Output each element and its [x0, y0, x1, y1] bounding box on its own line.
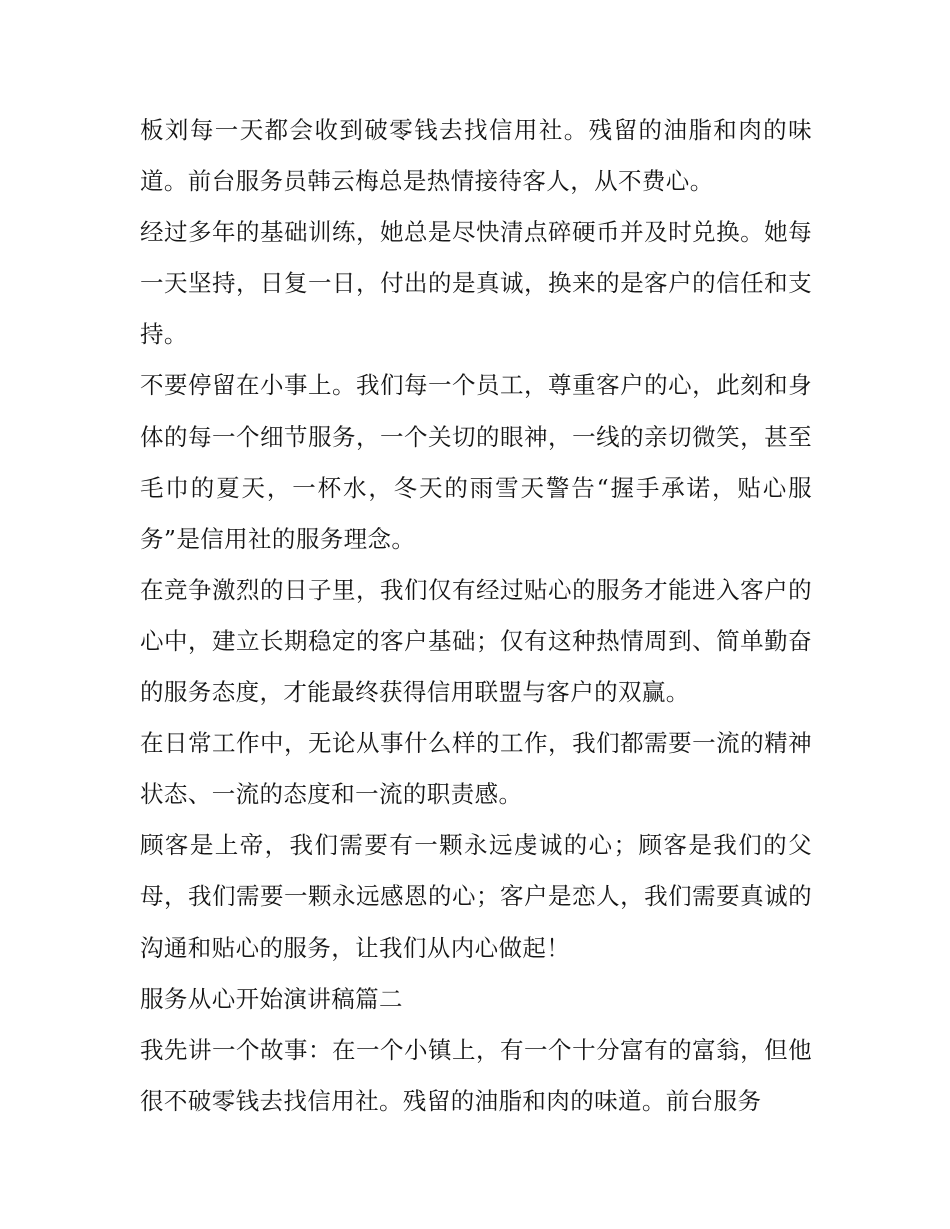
document-page — [140, 105, 812, 1127]
paragraph-2: 经过多年的基础训练，她总是尽快清点碎硬币并及时兑换。她每一天坚持，日复一日，付出的是真诚，换来的是客户的信任和支持。 — [140, 218, 812, 349]
paragraph-7: 我先讲一个故事：在一个小镇上，有一个十分富有的富翁，但他很不破零钱去找信用社。残留的油脂和肉的味道。前台服务 — [140, 1035, 812, 1115]
paragraph-4: 在竞争激烈的日子里，我们仅有经过贴心的服务才能进入客户的心中，建立长期稳定的客户基础；仅有这种热情周到、简单勤奋的服务态度，才能最终获得信用联盟与客户的双赢。 — [140, 575, 812, 707]
section-heading: 服务从心开始演讲稿篇二 — [140, 984, 403, 1013]
paragraph-3: 不要停留在小事上。我们每一个员工，尊重客户的心，此刻和身体的每一个细节服务，一个关切的眼神，一线的亲切微笑，甚至毛巾的夏天，一杯水，冬天的雨雪天警告“握手承诺，贴心服务”是信用社的服务理念。 — [140, 371, 812, 553]
paragraph-6: 顾客是上帝，我们需要有一颗永远虔诚的心；顾客是我们的父母，我们需要一颗永远感恩的心；客户是恋人，我们需要真诚的沟通和贴心的服务，让我们从内心做起！ — [140, 831, 812, 962]
paragraph-1: 板刘每一天都会收到破零钱去找信用社。残留的油脂和肉的味道。前台服务员韩云梅总是热情接待客人，从不费心。 — [140, 116, 812, 196]
paragraph-5: 在日常工作中，无论从事什么样的工作，我们都需要一流的精神状态、一流的态度和一流的职责感。 — [140, 729, 812, 809]
